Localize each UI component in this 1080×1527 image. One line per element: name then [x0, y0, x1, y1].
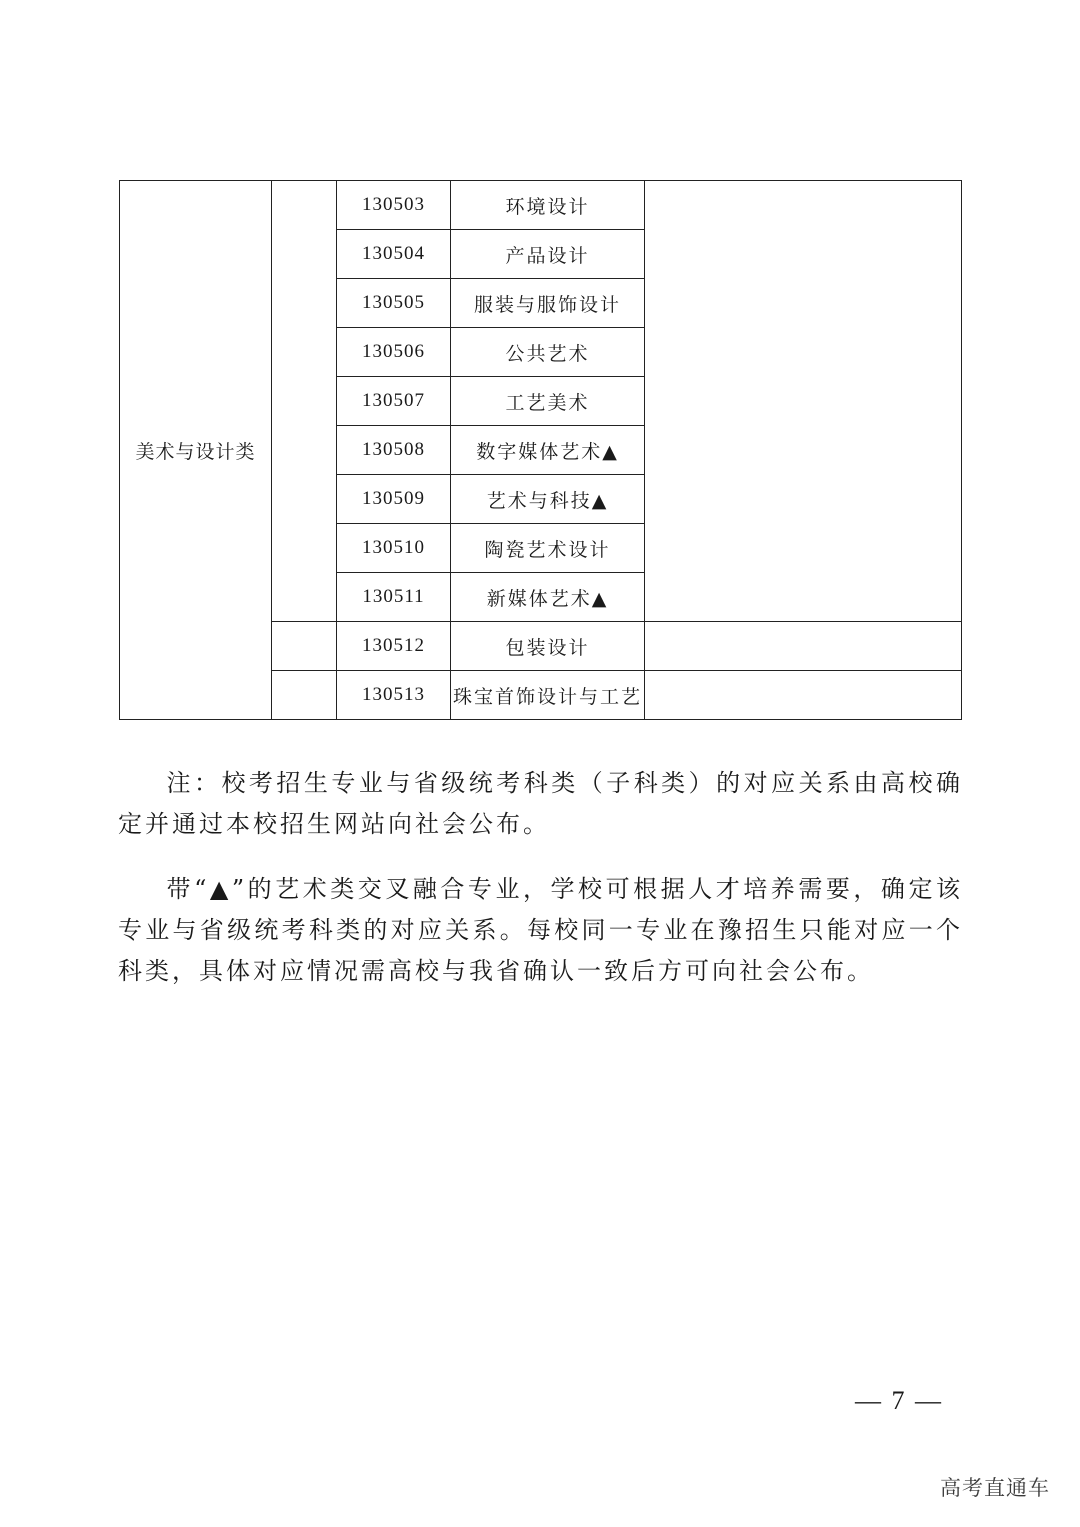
- major-name: 包装设计: [451, 622, 645, 671]
- major-name: 数字媒体艺术▲: [451, 426, 645, 475]
- subcategory-cell: [272, 622, 337, 671]
- major-name: 环境设计: [451, 181, 645, 230]
- major-name: 珠宝首饰设计与工艺: [451, 671, 645, 720]
- table-row: [120, 181, 962, 230]
- major-code: 130510: [337, 524, 451, 573]
- major-name: 公共艺术: [451, 328, 645, 377]
- subcategory-cell: [272, 671, 337, 720]
- major-code: 130508: [337, 426, 451, 475]
- major-name: 艺术与科技▲: [451, 475, 645, 524]
- major-code: 130513: [337, 671, 451, 720]
- major-code: 130512: [337, 622, 451, 671]
- major-code: 130505: [337, 279, 451, 328]
- relation-cell: [645, 671, 962, 720]
- relation-cell: [645, 181, 962, 622]
- major-name: 服装与服饰设计: [451, 279, 645, 328]
- major-code: 130509: [337, 475, 451, 524]
- category-cell: 美术与设计类: [120, 181, 272, 720]
- watermark: 高考直通车: [940, 1476, 1050, 1500]
- major-code: 130507: [337, 377, 451, 426]
- note-text: 注：校考招生专业与省级统考科类（子科类）的对应关系由高校确定并通过本校招生网站向社会公布。: [118, 769, 963, 838]
- major-code: 130504: [337, 230, 451, 279]
- major-code: 130506: [337, 328, 451, 377]
- major-code: 130511: [337, 573, 451, 622]
- note-text: 带“▲”的艺术类交叉融合专业，学校可根据人才培养需要，确定该专业与省级统考科类的对应关系。每校同一专业在豫招生只能对应一个科类，具体对应情况需高校与我省确认一致后方可向社会公布。: [118, 875, 963, 985]
- major-code: 130503: [337, 181, 451, 230]
- major-name: 产品设计: [451, 230, 645, 279]
- relation-cell: [645, 622, 962, 671]
- major-name: 工艺美术: [451, 377, 645, 426]
- note-paragraph-1: [118, 763, 963, 845]
- page-number: — 7 —: [855, 1386, 943, 1415]
- subcategory-cell: [272, 181, 337, 622]
- major-table: [119, 180, 962, 720]
- major-name: 新媒体艺术▲: [451, 573, 645, 622]
- major-name: 陶瓷艺术设计: [451, 524, 645, 573]
- note-paragraph-2: [118, 869, 963, 992]
